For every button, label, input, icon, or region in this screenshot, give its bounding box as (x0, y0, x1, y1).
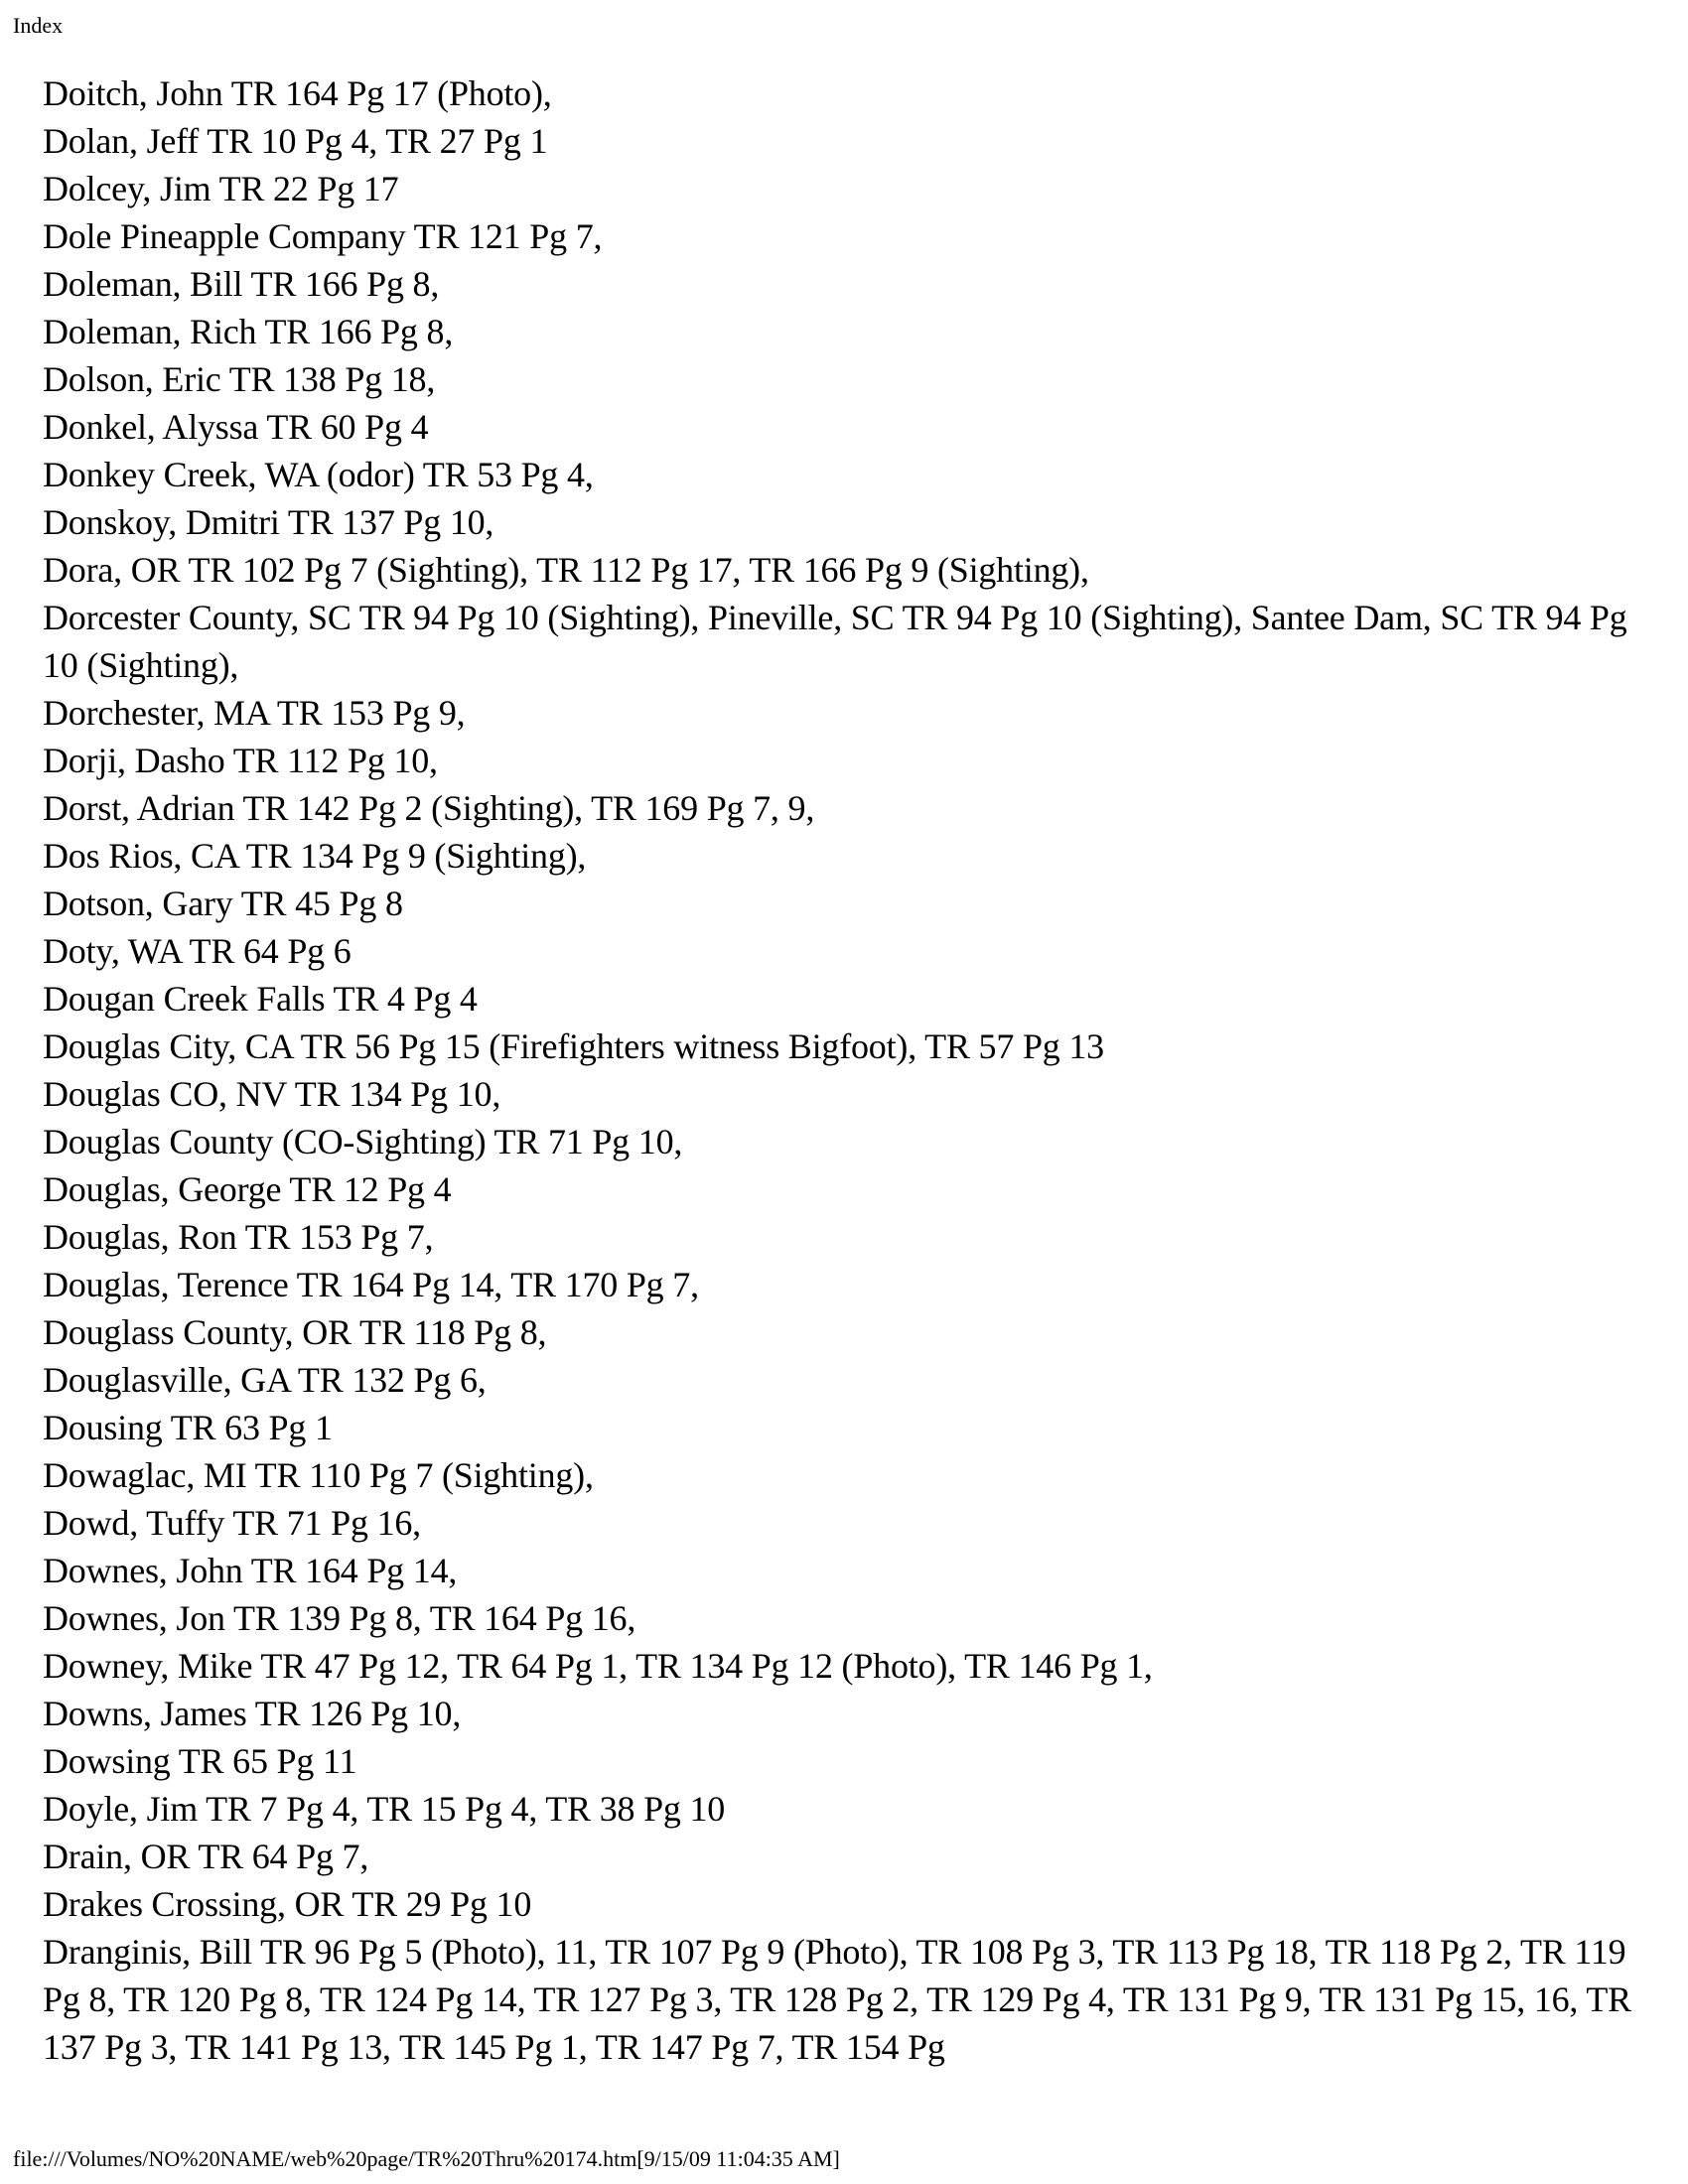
index-entry: Donkel, Alyssa TR 60 Pg 4 (43, 407, 429, 447)
index-entry: Drakes Crossing, OR TR 29 Pg 10 (43, 1884, 532, 1924)
index-entry: Dotson, Gary TR 45 Pg 8 (43, 884, 403, 923)
index-entry: Douglas County (CO-Sighting) TR 71 Pg 10, (43, 1122, 683, 1161)
index-entry: Douglasville, GA TR 132 Pg 6, (43, 1360, 487, 1400)
index-entry: Doitch, John TR 164 Pg 17 (Photo), (43, 73, 552, 113)
index-entry: Downes, John TR 164 Pg 14, (43, 1551, 458, 1590)
index-entry: Doleman, Bill TR 166 Pg 8, (43, 264, 440, 304)
index-entry: Dorcester County, SC TR 94 Pg 10 (Sighting), Pineville, SC TR 94 Pg 10 (Sighting), Santee Dam, SC TR 94 Pg 10 (Sighting), (43, 598, 1627, 685)
index-entry: Doleman, Rich TR 166 Pg 8, (43, 312, 454, 351)
index-entry: Douglas, Ron TR 153 Pg 7, (43, 1217, 434, 1257)
index-entry: Dorst, Adrian TR 142 Pg 2 (Sighting), TR 169 Pg 7, 9, (43, 788, 815, 828)
page-header-title: Index (13, 13, 64, 38)
index-entry: Dole Pineapple Company TR 121 Pg 7, (43, 216, 603, 256)
index-entry: Donkey Creek, WA (odor) TR 53 Pg 4, (43, 455, 594, 494)
index-entry: Douglas, George TR 12 Pg 4 (43, 1169, 452, 1209)
index-entry: Dora, OR TR 102 Pg 7 (Sighting), TR 112 Pg 17, TR 166 Pg 9 (Sighting), (43, 550, 1089, 590)
index-list (43, 69, 1651, 2071)
index-entry: Douglas, Terence TR 164 Pg 14, TR 170 Pg 7, (43, 1265, 699, 1304)
index-entry: Dowaglac, MI TR 110 Pg 7 (Sighting), (43, 1455, 594, 1495)
page-footer-url: file:///Volumes/NO%20NAME/web%20page/TR%20Thru%20174.htm[9/15/09 11:04:35 AM] (13, 2146, 840, 2171)
index-entry: Dranginis, Bill TR 96 Pg 5 (Photo), 11, TR 107 Pg 9 (Photo), TR 108 Pg 3, TR 113 Pg 18, TR 118 Pg 2, TR 119 Pg 8, TR 120 Pg 8, TR 124 Pg 14, TR 127 Pg 3, TR 128 Pg 2, TR 129 Pg 4, TR 131 Pg 9, TR 131 Pg 15, 16, TR 137 Pg 3, TR 141 Pg 13, TR 145 Pg 1, TR 147 Pg 7, TR 154 Pg (43, 1932, 1631, 2067)
index-entry: Donskoy, Dmitri TR 137 Pg 10, (43, 502, 494, 542)
index-entry: Douglass County, OR TR 118 Pg 8, (43, 1312, 547, 1352)
index-entry: Douglas CO, NV TR 134 Pg 10, (43, 1074, 501, 1114)
index-entry: Dorchester, MA TR 153 Pg 9, (43, 693, 466, 733)
index-entry: Dos Rios, CA TR 134 Pg 9 (Sighting), (43, 836, 587, 876)
index-entry: Downes, Jon TR 139 Pg 8, TR 164 Pg 16, (43, 1598, 636, 1638)
index-entry: Douglas City, CA TR 56 Pg 15 (Firefighters witness Bigfoot), TR 57 Pg 13 (43, 1026, 1104, 1066)
index-entry: Dousing TR 63 Pg 1 (43, 1408, 333, 1447)
index-entry: Doty, WA TR 64 Pg 6 (43, 931, 352, 971)
index-entry: Drain, OR TR 64 Pg 7, (43, 1837, 369, 1876)
index-entry: Dolson, Eric TR 138 Pg 18, (43, 359, 436, 399)
index-entry: Doyle, Jim TR 7 Pg 4, TR 15 Pg 4, TR 38 Pg 10 (43, 1789, 726, 1829)
index-entry: Dougan Creek Falls TR 4 Pg 4 (43, 979, 478, 1019)
index-entry: Dowsing TR 65 Pg 11 (43, 1741, 357, 1781)
index-entry: Downs, James TR 126 Pg 10, (43, 1694, 462, 1733)
index-entry: Downey, Mike TR 47 Pg 12, TR 64 Pg 1, TR 134 Pg 12 (Photo), TR 146 Pg 1, (43, 1646, 1153, 1686)
index-entry: Dolcey, Jim TR 22 Pg 17 (43, 169, 399, 208)
index-entry: Dolan, Jeff TR 10 Pg 4, TR 27 Pg 1 (43, 121, 548, 161)
index-entry: Dorji, Dasho TR 112 Pg 10, (43, 741, 438, 780)
index-entry: Dowd, Tuffy TR 71 Pg 16, (43, 1503, 421, 1543)
